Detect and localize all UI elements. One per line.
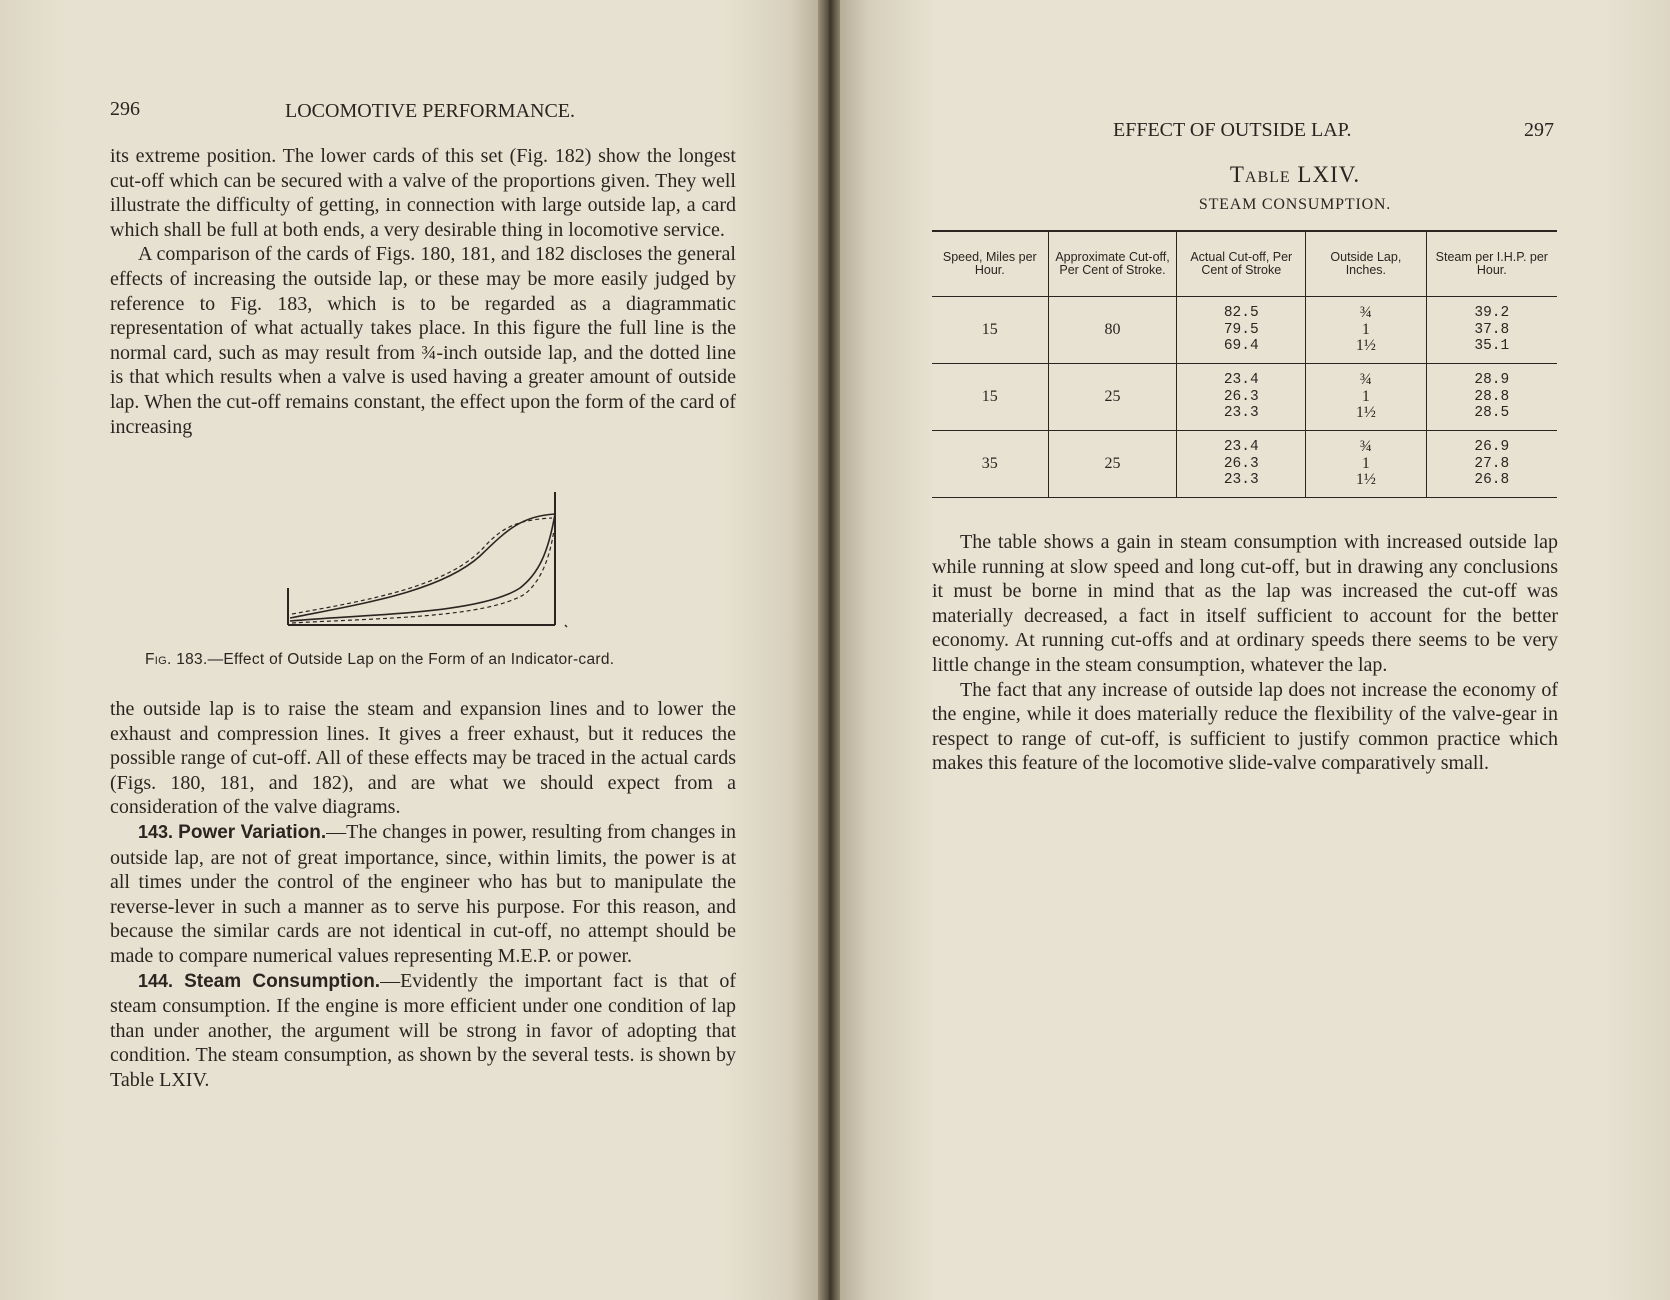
table-header-row [932, 231, 1557, 297]
paragraph: its extreme position. The lower cards of this set (Fig. 182) show the longest cut-off which can be secured with a valve of the proportions given. They well illustrate the difficulty of getting, in connection with large outside lap, a card which shall be full at both ends, a very desirable thing in locomotive service. [110, 145, 736, 241]
section-title: Steam Consumption. [184, 970, 381, 992]
table-row [932, 364, 1557, 431]
header-speed: Speed, Miles per Hour. [932, 231, 1048, 297]
header-steam: Steam per I.H.P. per Hour. [1426, 231, 1557, 297]
paragraph: The fact that any increase of outside lap does not increase the economy of the engine, while it does materially reduce the flexibility of the valve-gear in respect to range of cut-off, is sufficient to justify common practice which makes this feature of the locomotive slide-valve comparatively small. [932, 678, 1558, 775]
table-title: Table LXIV. [1229, 162, 1361, 187]
section-number: 143. [138, 821, 174, 842]
cell-speed: 35 [932, 431, 1048, 498]
cell-steam: 39.2 37.8 35.1 [1426, 297, 1557, 364]
table-row [932, 297, 1557, 364]
section-title: Power Variation. [178, 821, 327, 843]
paragraph: A comparison of the cards of Figs. 180, 181, and 182 discloses the general effects of increasing the outside lap, or these may be more easily judged by reference to Fig. 183, which is to be regarded as a diagrammatic representation of what actually takes place. In this figure the full line is the normal card, such as may result from ¾-inch outside lap, and the dotted line is that which results when a valve is used having a greater amount of outside lap. When the cut-off remains constant, the effect upon the form of the card of increasing [110, 243, 736, 438]
cell-steam: 26.9 27.8 26.8 [1426, 431, 1557, 498]
header-approx-cutoff: Approximate Cut-off, Per Cent of Stroke. [1048, 231, 1177, 297]
cell-approx: 80 [1048, 297, 1177, 364]
section-text: —The changes in power, resulting from changes in outside lap, are not of great importance, since, within limits, the power is at all times under the control of the engineer who has but to manipulate the reverse-lever in such a manner as to serve his purpose. For this reason, and because the similar cards are not identical in cut-off, no attempt should be made to compare numerical values representing M.E.P. or power. [110, 820, 737, 967]
right-running-head: EFFECT OF OUTSIDE LAP. [1113, 119, 1352, 141]
cell-lap: ¾ 1 1½ [1306, 364, 1427, 431]
table-row [932, 431, 1557, 498]
book-gutter [818, 0, 840, 1300]
table-subtitle: STEAM CONSUMPTION. [1198, 196, 1392, 213]
right-text [932, 530, 1558, 776]
figure-caption [145, 651, 725, 669]
left-running-head: LOCOMOTIVE PERFORMANCE. [285, 100, 576, 122]
paragraph: the outside lap is to raise the steam and expansion lines and to lower the exhaust and compression lines. It gives a freer exhaust, but it reduces the possible range of cut-off. All of these effects may be traced in the actual cards (Figs. 180, 181, and 182), and are what we should expect from a consideration of the valve diagrams. [110, 698, 736, 819]
cell-speed: 15 [932, 364, 1048, 431]
cell-speed: 15 [932, 297, 1048, 364]
cell-approx: 25 [1048, 364, 1177, 431]
cell-actual: 23.4 26.3 23.3 [1177, 364, 1306, 431]
header-actual-cutoff: Actual Cut-off, Per Cent of Stroke [1177, 231, 1306, 297]
section-143 [110, 820, 736, 969]
cell-actual: 23.4 26.3 23.3 [1177, 431, 1306, 498]
cell-actual: 82.5 79.5 69.4 [1177, 297, 1306, 364]
cell-steam: 28.9 28.8 28.5 [1426, 364, 1557, 431]
cell-lap: ¾ 1 1½ [1306, 431, 1427, 498]
figure-caption-text: —Effect of Outside Lap on the Form of an Indicator-card. [207, 651, 615, 668]
left-text-bottom [110, 697, 736, 1093]
cell-approx: 25 [1048, 431, 1177, 498]
section-number: 144. [138, 970, 174, 991]
left-page-number: 296 [110, 98, 140, 120]
cell-lap: ¾ 1 1½ [1306, 297, 1427, 364]
paragraph: The table shows a gain in steam consumption with increased outside lap while running at slow speed and long cut-off, but in drawing any conclusions it must be borne in mind that as the lap was increased the cut-off was materially decreased, a fact in itself sufficient to account for the better economy. At running cut-offs and at ordinary speeds there seems to be very little change in the steam consumption, whatever the lap. [932, 531, 1558, 676]
right-page-number: 297 [1524, 119, 1554, 141]
figure-dot [565, 625, 567, 627]
header-outside-lap: Outside Lap, Inches. [1306, 231, 1427, 297]
steam-consumption-table [932, 230, 1557, 498]
section-text: —Evidently the important fact is that of steam consumption. If the engine is more efficient under one condition of lap than under another, the argument will be strong in favor of adopting that condition. The steam consumption, as shown by the several tests. is shown by Table LXIV. [110, 969, 737, 1091]
indicator-card-figure [280, 490, 590, 640]
figure-label: Fig. 183. [145, 651, 208, 668]
section-144 [110, 969, 736, 1093]
left-text-top [110, 144, 736, 439]
